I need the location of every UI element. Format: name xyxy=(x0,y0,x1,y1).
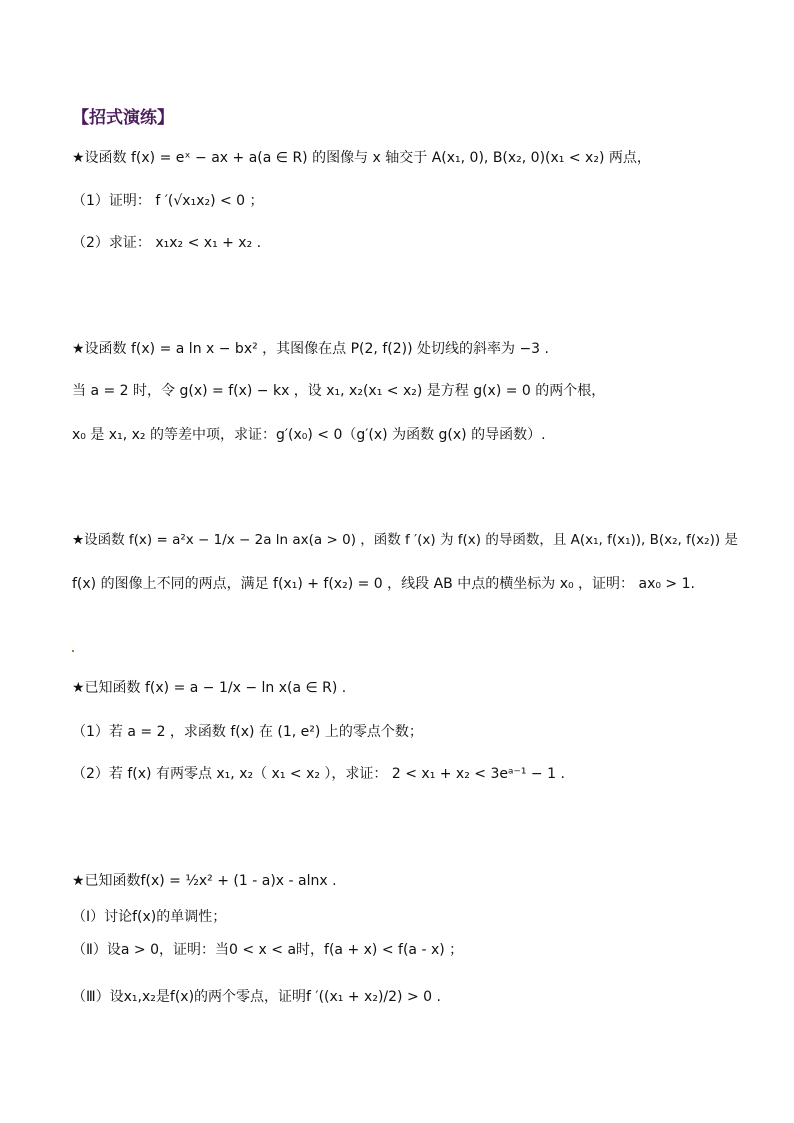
problem-1-statement: ★设函数 f(x) = eˣ − ax + a(a ∈ R) 的图像与 x 轴交于 A(x₁, 0), B(x₂, 0)(x₁ < x₂) 两点， xyxy=(72,150,651,166)
problem-2-statement: ★设函数 f(x) = a ln x − bx² ，其图像在点 P(2, f(2)) 处切线的斜率为 −3 . xyxy=(72,341,549,357)
problem-5-part-3: （Ⅲ）设x₁,x₂是f(x)的两个零点，证明f ′((x₁ + x₂)/2) > 0 . xyxy=(72,989,441,1005)
problem-4-part-1: （1）若 a = 2 ，求函数 f(x) 在 (1, e²) 上的零点个数； xyxy=(72,724,423,740)
problem-5-statement: ★已知函数f(x) = ½x² + (1 - a)x - alnx . xyxy=(72,873,337,889)
problem-5-part-2: （Ⅱ）设a > 0，证明：当0 < x < a时，f(a + x) < f(a - x) ； xyxy=(72,942,464,958)
stray-dot xyxy=(72,650,74,652)
problem-2-question: x₀ 是 x₁, x₂ 的等差中项，求证：g′(x₀) < 0（g′(x) 为函数 g(x) 的导函数）. xyxy=(72,427,546,443)
problem-3-question: f(x) 的图像上不同的两点，满足 f(x₁) + f(x₂) = 0 ，线段 AB 中点的横坐标为 x₀ ，证明： ax₀ > 1. xyxy=(72,576,695,592)
problem-5-part-1: （Ⅰ）讨论f(x)的单调性； xyxy=(72,909,227,925)
problem-1-part-1: （1）证明： f ′(√x₁x₂) < 0 ； xyxy=(72,193,264,209)
problem-2-condition: 当 a = 2 时，令 g(x) = f(x) − kx ，设 x₁, x₂(x₁ < x₂) 是方程 g(x) = 0 的两个根， xyxy=(72,383,606,399)
problem-4-part-2: （2）若 f(x) 有两零点 x₁, x₂（ x₁ < x₂ ），求证： 2 < x₁ + x₂ < 3eᵃ⁻¹ − 1 . xyxy=(72,766,565,782)
problem-4-statement: ★已知函数 f(x) = a − 1/x − ln x(a ∈ R) . xyxy=(72,680,347,696)
problem-3-statement: ★设函数 f(x) = a²x − 1/x − 2a ln ax(a > 0) ，函数 f ′(x) 为 f(x) 的导函数，且 A(x₁, f(x₁)), B(x₂, f(x₂)) 是 xyxy=(72,532,738,548)
problem-1-part-2: （2）求证： x₁x₂ < x₁ + x₂ . xyxy=(72,235,262,251)
section-title: 【招式演练】 xyxy=(72,108,174,128)
